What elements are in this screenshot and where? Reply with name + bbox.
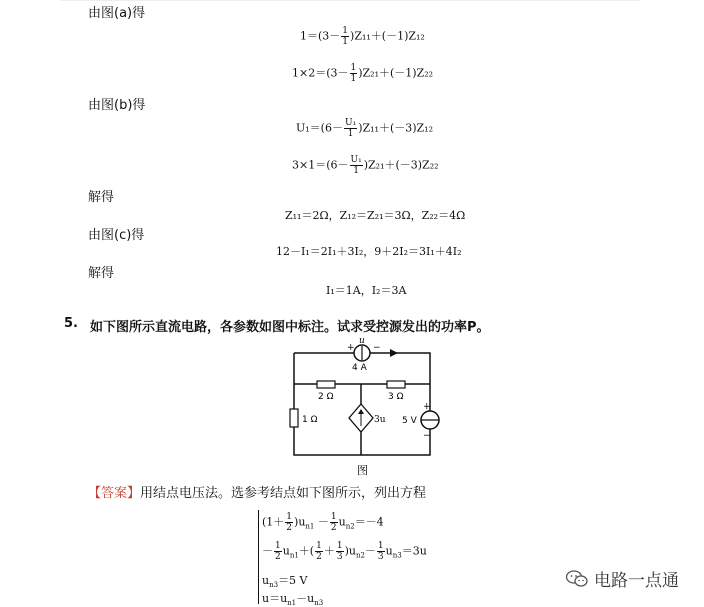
- question-number: 5.: [64, 316, 78, 331]
- circuit-diagram: [280, 338, 450, 478]
- question-text: 如下图所示直流电路，各参数如图中标注。试求受控源发出的功率P。: [90, 320, 490, 335]
- resistor-1ohm: [290, 409, 298, 427]
- voltage-source-label: 5 V: [402, 416, 417, 426]
- equation-b1: U₁＝(6－ $\frac{\text{U₁}}{1}$ )Z₁₁＋(－3)Z₁₂: [296, 118, 433, 139]
- resistor-3ohm: [387, 381, 405, 388]
- answer-line: [88, 482, 426, 501]
- voltage-plus: +: [423, 402, 431, 412]
- solve1-label: 解得: [88, 190, 115, 205]
- system-row-3: $u_{n3}=5$ V: [262, 574, 308, 590]
- answer-tag: 【答案】: [88, 486, 141, 501]
- top-divider: [60, 0, 640, 1]
- resistor-3ohm-label: 3 Ω: [388, 392, 404, 402]
- resistor-1ohm-label: 1 Ω: [302, 415, 318, 425]
- source-plus: +: [347, 343, 355, 353]
- watermark: [566, 566, 679, 591]
- voltage-minus: −: [423, 431, 431, 441]
- solve1-result: Z₁₁＝2Ω，Z₁₂＝Z₂₁＝3Ω，Z₂₂＝4Ω: [285, 209, 466, 222]
- source-minus: −: [373, 343, 381, 353]
- wechat-icon: [566, 570, 588, 588]
- current-source-label: 4 A: [352, 363, 367, 373]
- dependent-source-label: 3u: [374, 415, 386, 425]
- solve2-result: I₁＝1A，I₂＝3A: [326, 284, 407, 297]
- system-row-1: (1＋ $\frac{1}{2}$ )$u_{n1}$ － $\frac{1}{2}$ $u_{n2}=-4$: [262, 512, 384, 533]
- equation-a2: 1×2＝(3－ $\frac{1}{1}$ )Z₂₁＋(－1)Z₂₂: [292, 63, 434, 84]
- figure-caption: 图: [357, 464, 368, 477]
- equation-b2: 3×1＝(6－ $\frac{\text{U₁}}{1}$ )Z₂₁＋(－3)Z₂₂: [292, 155, 439, 176]
- watermark-text: 电路一点通: [594, 571, 679, 591]
- system-row-4: $u=u_{n1}-u_{n3}$: [262, 592, 324, 607]
- resistor-2ohm-label: 2 Ω: [318, 392, 334, 402]
- resistor-2ohm: [317, 381, 335, 388]
- system-brace: [258, 510, 259, 604]
- equation-c: 12－I₁＝2I₁＋3I₂，9＋2I₂＝3I₁＋4I₂: [276, 245, 462, 258]
- system-row-2: － $\frac{1}{2}$ $u_{n1}+$( $\frac{1}{2}$ ＋ $\frac{1}{3}$ )$u_{n2}-$ $\frac{1}{3}$ $u_{n3}=3u$: [262, 541, 427, 562]
- equation-a1: 1＝(3－ $\frac{1}{1}$ )Z₁₁＋(－1)Z₁₂: [300, 26, 425, 47]
- section-b-label: 由图(b)得: [88, 98, 146, 113]
- solve2-label: 解得: [88, 266, 115, 281]
- section-a-label: 由图(a)得: [88, 6, 146, 21]
- section-c-label: 由图(c)得: [88, 228, 145, 243]
- source-u-label: u: [359, 338, 365, 346]
- current-arrow: [390, 349, 398, 357]
- answer-text: 用结点电压法。选参考结点如下图所示，列出方程: [140, 486, 427, 501]
